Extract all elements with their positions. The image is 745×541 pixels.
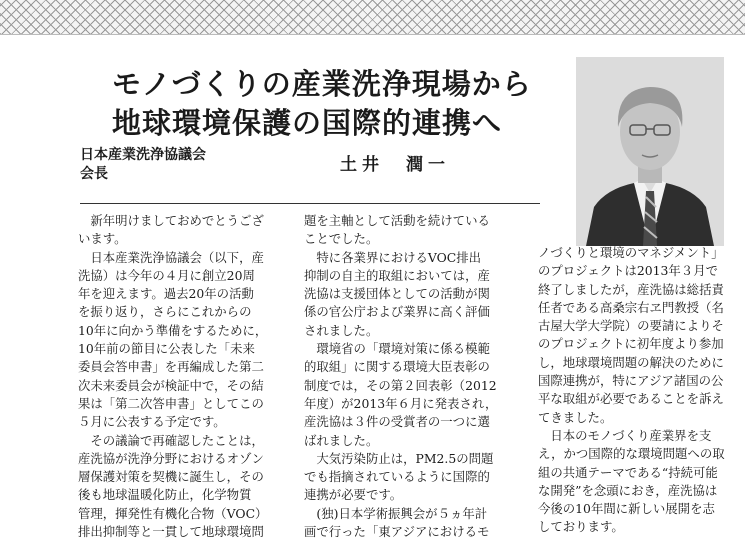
text-line: 任者である高桑宗右ヱ門教授（名 bbox=[538, 299, 724, 315]
text-line: 年を迎えます。過去20年の活動 bbox=[78, 286, 254, 302]
text-line: ことでした。 bbox=[304, 231, 379, 247]
text-line: ５月に公表する予定です。 bbox=[78, 414, 226, 430]
text-line: のプロジェクトは2013年３月で bbox=[538, 263, 718, 279]
text-line: 果は「第二次答申書」としてこの bbox=[78, 395, 264, 411]
text-line: 大気汚染防止は，PM2.5の問題 bbox=[304, 450, 494, 466]
text-line: しております。 bbox=[538, 519, 624, 535]
text-line: 産洗協が洗浄分野におけるオゾン bbox=[78, 450, 264, 466]
text-line: 特に各業界におけるVOC排出 bbox=[304, 249, 482, 265]
text-line: 抑制の自主的取組においては，産 bbox=[304, 267, 490, 283]
text-line: 古屋大学大学院）の要請によりそ bbox=[538, 318, 724, 334]
text-line: 次未来委員会が検証中で，その結 bbox=[78, 377, 264, 393]
text-line: でも指摘されているように国際的 bbox=[304, 469, 490, 485]
author-org: 日本産業洗浄協議会 bbox=[80, 147, 206, 163]
text-line: 今後の10年間に新しい展開を志 bbox=[538, 501, 715, 517]
article-title-line1: モノづくりの産業洗浄現場から bbox=[112, 67, 532, 101]
text-line: 新年明けましておめでとうござ bbox=[78, 213, 264, 228]
text-line: 画で行った「東アジアにおけるモ bbox=[304, 524, 490, 540]
author-affiliation bbox=[80, 146, 206, 184]
portrait-illustration bbox=[576, 57, 724, 246]
text-line: 排出抑制等と一貫して地球環境問 bbox=[78, 524, 264, 540]
text-line: 環境省の「環境対策に係る模範 bbox=[304, 341, 490, 357]
body-column-2 bbox=[304, 212, 497, 541]
text-line: を振り返り，さらにこれからの bbox=[78, 304, 252, 320]
text-line: 10年に向かう準備をするために， bbox=[78, 322, 268, 338]
body-column-1 bbox=[78, 212, 267, 541]
text-line: 管理，揮発性有機化合物（VOC） bbox=[78, 505, 268, 521]
text-line: ばれました。 bbox=[304, 432, 379, 448]
text-line: 産洗協は３件の受賞者の一つに選 bbox=[304, 414, 490, 430]
text-line: てきました。 bbox=[538, 409, 613, 425]
article-title-line2: 地球環境保護の国際的連携へ bbox=[112, 106, 503, 140]
text-line: 係の官公庁および業界に高く評価 bbox=[304, 304, 490, 320]
text-line: 組の共通テーマである“持続可能 bbox=[538, 464, 718, 480]
text-line: 洗協）は今年の４月に創立20周 bbox=[78, 267, 255, 283]
text-line: います。 bbox=[78, 231, 127, 247]
text-line: 10年前の節目に公表した「未来 bbox=[78, 341, 255, 357]
text-line: 連携が必要です。 bbox=[304, 487, 403, 503]
text-line: (独)日本学術振興会が５ヵ年計 bbox=[304, 505, 488, 521]
text-line: 年度）が2013年６月に発表され， bbox=[304, 395, 498, 411]
author-role: 会長 bbox=[80, 166, 108, 182]
text-line: 的取組」に関する環境大臣表彰の bbox=[304, 359, 490, 375]
text-line: え，かつ国際的な環境問題への取 bbox=[538, 446, 725, 462]
decorative-border bbox=[0, 0, 745, 35]
text-line: な開発”を念頭におき，産洗協は bbox=[538, 482, 718, 498]
text-line: 層保護対策を契機に誕生し，その bbox=[78, 469, 264, 485]
text-line: 制度では，その第２回表彰（2012 bbox=[304, 377, 497, 393]
text-line: 題を主軸として活動を続けている bbox=[304, 213, 490, 228]
text-line: ノづくりと環境のマネジメント」 bbox=[538, 245, 724, 260]
author-name: 土井 潤一 bbox=[340, 155, 450, 175]
title-divider bbox=[80, 203, 540, 204]
author-portrait-photo bbox=[576, 57, 724, 246]
text-line: 後も地球温暖化防止，化学物質 bbox=[78, 487, 252, 503]
text-line: その議論で再確認したことは， bbox=[78, 432, 264, 448]
text-line: 国際連携が，特にアジア諸国の公 bbox=[538, 373, 724, 389]
text-line: のプロジェクトに初年度より参加 bbox=[538, 336, 724, 352]
body-column-3 bbox=[538, 244, 725, 537]
text-line: 終了しましたが，産洗協は総括責 bbox=[538, 281, 724, 297]
text-line: 平な取組が必要であることを訴え bbox=[538, 391, 724, 407]
text-line: 日本産業洗浄協議会（以下，産 bbox=[78, 249, 264, 265]
text-line: 洗協は支援団体としての活動が関 bbox=[304, 286, 490, 302]
text-line: 委員会答申書」を再編成した第二 bbox=[78, 359, 264, 375]
text-line: 日本のモノづくり産業界を支 bbox=[538, 427, 712, 443]
text-line: し，地球環境問題の解決のために bbox=[538, 354, 724, 370]
text-line: されました。 bbox=[304, 322, 379, 338]
